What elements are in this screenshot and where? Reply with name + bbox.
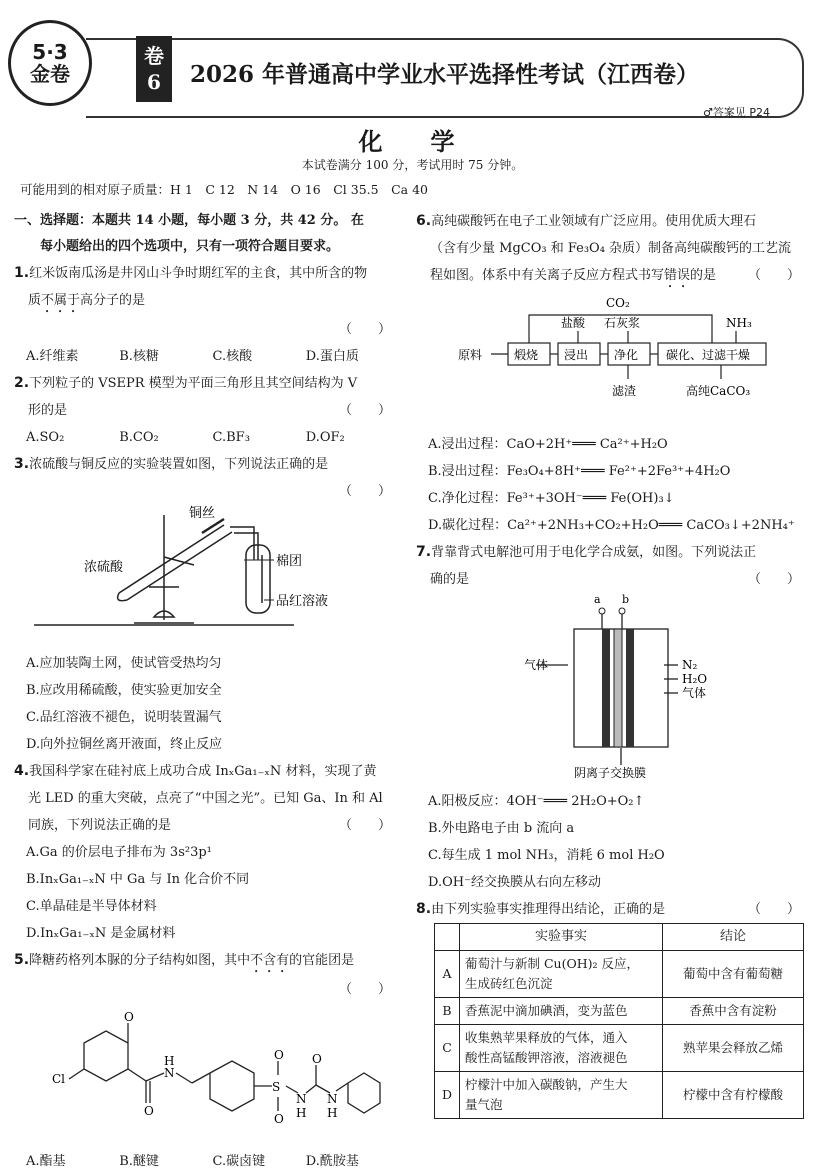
svg-text:H₂O: H₂O [682, 672, 708, 686]
svg-text:S: S [272, 1080, 281, 1094]
volume-badge [136, 36, 172, 102]
table-row: A 葡萄汁与新制 Cu(OH)₂ 反应， 生成砖红色沉淀 葡萄中含有葡萄糖 [435, 951, 804, 998]
option-c[interactable]: C.BF₃ [212, 430, 250, 445]
question-1: 1.红米饭南瓜汤是井冈山斗争时期红军的主食，其中所含的物 质不属于高分子的是 （ ） A.纤维素 B.核糖 C.核酸 D.蛋白质 [14, 260, 399, 370]
option-a[interactable]: A.浸出过程：CaO+2H⁺═══ Ca²⁺+H₂O [428, 437, 668, 452]
question-6: 6.高纯碳酸钙在电子工业领域有广泛应用。使用优质大理石 （含有少量 MgCO₃ 和 Fe₃O₄ 杂质）制备高纯碳酸钙的工艺流 程如图。体系中有关离子反应方程式书写错误的是 （ ） CO₂ 盐酸 石灰浆 NH₃ 原料 煅烧 浸出 净化 碳化、过滤干燥 滤渣 高纯CaCO₃ A.浸出过程：CaO+2H⁺═══ Ca²⁺+H₂O B.浸出过程：Fe₃O₄+8H⁺═══ Fe²⁺+2Fe³⁺+4H₂O C.净化过程：Fe³⁺+3OH⁻═══ Fe(OH)₃↓ D.碳化过程：Ca²⁺+2NH₃+CO₂+H₂O═══ CaCO₃↓+2NH₄⁺ [416, 208, 808, 539]
experiment-table [434, 923, 804, 1119]
left-column [14, 208, 399, 1175]
atomic-mass-line: 可能用到的相对原子质量：H 1 C 12 N 14 O 16 Cl 35.5 Ca 40 [20, 182, 428, 197]
options [14, 343, 399, 370]
svg-text:石灰浆: 石灰浆 [604, 316, 641, 330]
answer-paren[interactable]: （ ） [338, 322, 391, 337]
option-a[interactable]: A.酯基 [26, 1154, 66, 1169]
option-d[interactable]: D.OF₂ [305, 430, 345, 445]
answer-paren[interactable]: （ ） [747, 572, 800, 587]
volume-char: 卷 [144, 44, 164, 68]
process-flow-diagram [416, 291, 806, 421]
svg-text:Cl: Cl [52, 1072, 66, 1086]
option-c[interactable]: C.品红溶液不褪色，说明装置漏气 [26, 710, 222, 725]
option-b[interactable]: B.核糖 [119, 349, 159, 364]
svg-text:NH₃: NH₃ [726, 316, 752, 330]
option-d[interactable]: D.InₓGa₁₋ₓN 是金属材料 [26, 926, 176, 941]
svg-text:O: O [124, 1010, 134, 1024]
option-d[interactable]: D.OH⁻经交换膜从右向左移动 [428, 875, 601, 890]
option-c[interactable]: C.单晶硅是半导体材料 [26, 899, 157, 914]
answer-paren[interactable]: （ ） [338, 982, 391, 997]
svg-text:CO₂: CO₂ [606, 296, 630, 310]
table-row: B 香蕉泥中滴加碘酒，变为蓝色 香蕉中含有淀粉 [435, 998, 804, 1025]
option-c[interactable]: C.每生成 1 mol NH₃，消耗 6 mol H₂O [428, 848, 665, 863]
option-c[interactable]: C.核酸 [212, 349, 253, 364]
answer-reference: ♂答案见 P24 [703, 106, 770, 119]
svg-text:O: O [274, 1048, 284, 1062]
svg-text:碳化、过滤干燥: 碳化、过滤干燥 [666, 348, 751, 362]
svg-text:净化: 净化 [614, 348, 639, 362]
svg-text:原料: 原料 [458, 348, 483, 362]
subject-title: 化 学 [358, 127, 467, 156]
svg-text:阴离子交换膜: 阴离子交换膜 [574, 766, 647, 778]
question-2: 2.下列粒子的 VSEPR 模型为平面三角形且其空间结构为 V 形的是 （ ） A.SO₂ B.CO₂ C.BF₃ D.OF₂ [14, 370, 399, 451]
answer-paren[interactable]: （ ） [338, 484, 391, 499]
option-b[interactable]: B.浸出过程：Fe₃O₄+8H⁺═══ Fe²⁺+2Fe³⁺+4H₂O [428, 464, 731, 479]
exam-info: 本试卷满分 100 分，考试用时 75 分钟。 [301, 158, 524, 172]
option-a[interactable]: A.纤维素 [26, 349, 79, 364]
option-d[interactable]: D.酰胺基 [305, 1154, 359, 1169]
svg-text:煅烧: 煅烧 [514, 348, 539, 362]
svg-text:滤渣: 滤渣 [612, 384, 637, 398]
section-heading: 一、选择题：本题共 14 小题，每小题 3 分，共 42 分。 在 每小题给出的四个选项中，只有一项符合题目要求。 [14, 213, 364, 254]
options [14, 424, 399, 451]
question-4: 4.我国科学家在硅衬底上成功合成 InₓGa₁₋ₓN 材料，实现了黄 光 LED 的重大突破，点亮了“中国之光”。已知 Ga、In 和 Al 同族，下列说法正确的是 （ ） A.Ga 的价层电子排布为 3s²3p¹ B.InₓGa₁₋ₓN 中 Ga 与 In 化合价不同 C.单晶硅是半导体材料 D.InₓGa₁₋ₓN 是金属材料 [14, 758, 399, 947]
question-3: 3.浓硫酸与铜反应的实验装置如图，下列说法正确的是 （ ） 铜丝 浓硫酸 棉团 品红溶液 A.应加装陶土网，使试管受热均匀 B.应改用稀硫酸，使实验更加安全 C.品红溶液不褪色，说明装置漏气 D.向外拉铜丝离开液面，终止反应 [14, 451, 399, 758]
svg-text:气体: 气体 [682, 686, 707, 700]
option-b[interactable]: B.应改用稀硫酸，使实验更加安全 [26, 683, 222, 698]
option-a[interactable]: A.阳极反应：4OH⁻═══ 2H₂O+O₂↑ [428, 794, 645, 809]
options [14, 1148, 399, 1175]
label-conc-acid: 浓硫酸 [84, 560, 124, 575]
answer-paren[interactable]: （ ） [747, 268, 800, 283]
option-b[interactable]: B.醚键 [119, 1154, 159, 1169]
question-8: 8.由下列实验事实推理得出结论，正确的是 （ ） 实验事实 结论 A 葡萄汁与新制 Cu(OH)₂ 反应， 生成砖红色沉淀 葡萄中含有葡萄糖 B 香蕉泥中滴加碘酒，变为蓝色 香蕉中含有淀粉 C 收集熟苹果释放的气体，通入 酸性高锰酸钾溶液，溶液褪色 熟苹果会释放乙烯 D 柠檬汁中加入碳酸钠，产生大 量气泡 柠檬中含有柠檬酸 [416, 896, 808, 1119]
svg-text:H: H [327, 1106, 338, 1120]
volume-number: 6 [147, 70, 161, 94]
option-d[interactable]: D.碳化过程：Ca²⁺+2NH₃+CO₂+H₂O═══ CaCO₃↓+2NH₄⁺ [428, 518, 795, 533]
svg-text:高纯CaCO₃: 高纯CaCO₃ [686, 384, 751, 398]
svg-text:N₂: N₂ [682, 658, 698, 672]
answer-paren[interactable]: （ ） [747, 902, 800, 917]
right-column [416, 208, 808, 1119]
table-row: C 收集熟苹果释放的气体，通入 酸性高锰酸钾溶液，溶液褪色 熟苹果会释放乙烯 [435, 1025, 804, 1072]
option-a[interactable]: A.Ga 的价层电子排布为 3s²3p¹ [26, 845, 212, 860]
label-copper-wire: 铜丝 [189, 506, 216, 521]
svg-text:H: H [164, 1054, 175, 1068]
electrolysis-diagram [416, 593, 806, 778]
option-c[interactable]: C.碳卤键 [212, 1154, 266, 1169]
question-5: 5.降糖药格列本脲的分子结构如图，其中不含有的官能团是 （ ） Cl O O N H S O O N H O N H A.酯基 B.醚键 C.碳卤键 D.酰胺基 [14, 947, 399, 1175]
svg-text:气体: 气体 [524, 658, 549, 672]
option-b[interactable]: B.InₓGa₁₋ₓN 中 Ga 与 In 化合价不同 [26, 872, 250, 887]
option-d[interactable]: D.向外拉铜丝离开液面，终止反应 [26, 737, 223, 752]
header-conclusion: 结论 [663, 924, 804, 951]
svg-text:b: b [622, 593, 630, 606]
svg-text:浸出: 浸出 [564, 348, 589, 362]
table-row: D 柠檬汁中加入碳酸钠，产生大 量气泡 柠檬中含有柠檬酸 [435, 1072, 804, 1119]
question-7: 7.背靠背式电解池可用于电化学合成氨，如图。下列说法正 确的是 （ ） a b 气体 N₂ H₂O 气体 阴离子交换膜 A.阳极反应：4OH⁻═══ 2H₂O+O₂↑ B.外电路电子由 b 流向 a C.每生成 1 mol NH₃，消耗 6 mol H₂O D.OH⁻经交换膜从右向左移动 [416, 539, 808, 896]
svg-text:O: O [312, 1052, 322, 1066]
answer-paren[interactable]: （ ） [338, 818, 391, 833]
apparatus-diagram [14, 505, 394, 640]
option-b[interactable]: B.CO₂ [119, 430, 159, 445]
label-solution: 品红溶液 [276, 594, 329, 609]
header-fact: 实验事实 [460, 924, 663, 951]
molecule-diagram [14, 1003, 394, 1138]
svg-text:O: O [144, 1104, 154, 1118]
exam-title: 2026 年普通高中学业水平选择性考试（江西卷） [190, 61, 700, 88]
logo [8, 20, 92, 106]
svg-text:N: N [164, 1066, 175, 1080]
svg-text:O: O [274, 1112, 284, 1126]
option-c[interactable]: C.净化过程：Fe³⁺+3OH⁻═══ Fe(OH)₃↓ [428, 491, 675, 506]
svg-text:H: H [296, 1106, 307, 1120]
logo-bottom: 金卷 [30, 62, 70, 86]
answer-paren[interactable]: （ ） [338, 403, 391, 418]
label-cotton: 棉团 [276, 554, 303, 569]
option-a[interactable]: A.应加装陶土网，使试管受热均匀 [26, 656, 222, 671]
option-d[interactable]: D.蛋白质 [305, 349, 359, 364]
option-a[interactable]: A.SO₂ [26, 430, 65, 445]
svg-text:a: a [594, 593, 601, 606]
logo-top: 5·3 [32, 40, 68, 64]
svg-text:N: N [296, 1092, 307, 1106]
svg-text:盐酸: 盐酸 [561, 316, 586, 330]
svg-text:N: N [327, 1092, 338, 1106]
option-b[interactable]: B.外电路电子由 b 流向 a [428, 821, 575, 836]
